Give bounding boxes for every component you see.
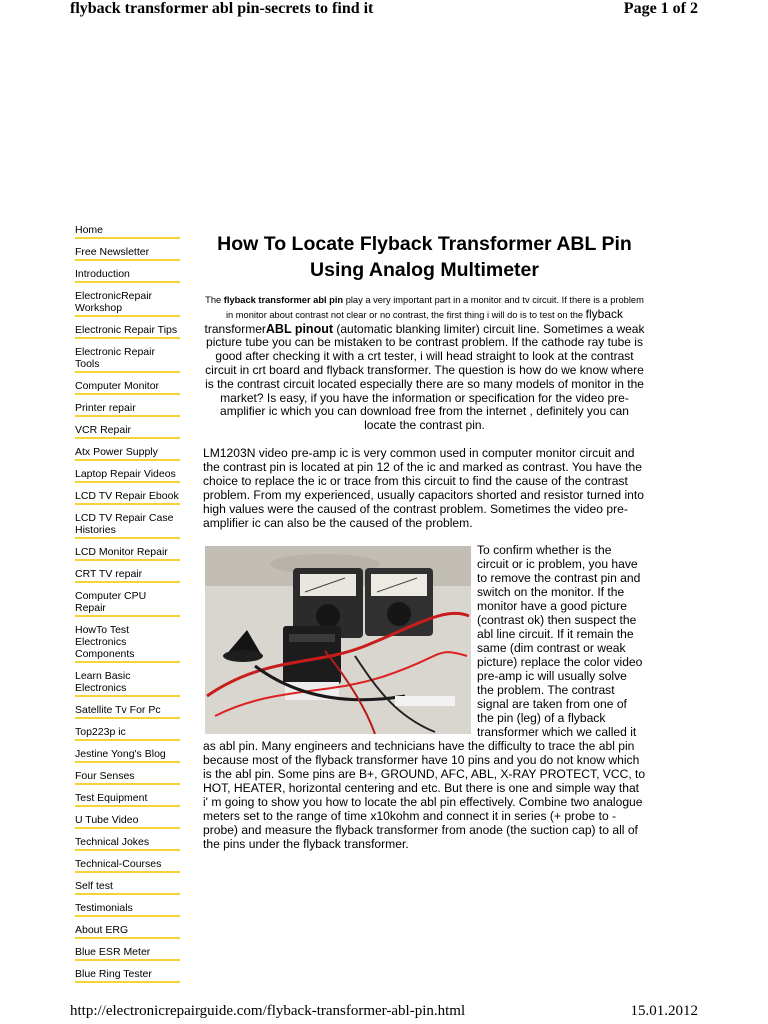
nav-link[interactable]: LCD TV Repair Ebook [75, 490, 180, 505]
sidebar-nav [75, 224, 180, 990]
page-header [0, 0, 768, 24]
intro-text: flyback transformer [204, 306, 624, 336]
nav-link[interactable]: Technical-Courses [75, 858, 180, 873]
nav-link[interactable]: Blue Ring Tester [75, 968, 180, 983]
nav-link[interactable]: LCD Monitor Repair [75, 546, 180, 561]
nav-link[interactable]: Electronic Repair Tools [75, 346, 180, 373]
nav-link[interactable]: ElectronicRepair Workshop [75, 290, 180, 317]
nav-link[interactable]: Learn Basic Electronics [75, 670, 180, 697]
nav-link[interactable]: U Tube Video [75, 814, 180, 829]
source-url: http://electronicrepairguide.com/flyback-transformer-abl-pin.html [70, 1003, 466, 1019]
nav-link[interactable]: Technical Jokes [75, 836, 180, 851]
nav-link[interactable]: Testimonials [75, 902, 180, 917]
nav-link[interactable]: Introduction [75, 268, 180, 283]
nav-link[interactable]: Computer Monitor [75, 380, 180, 395]
intro-keyword: ABL pinout [265, 321, 334, 336]
article [203, 232, 646, 851]
nav-link[interactable]: Jestine Yong's Blog [75, 748, 180, 763]
print-date: 15.01.2012 [630, 1003, 698, 1019]
nav-link[interactable]: Computer CPU Repair [75, 590, 180, 617]
nav-link[interactable]: LCD TV Repair Case Histories [75, 512, 180, 539]
nav-link[interactable]: Top223p ic [75, 726, 180, 741]
page-indicator: Page 1 of 2 [623, 0, 698, 17]
nav-link[interactable]: Self test [75, 880, 180, 895]
intro-paragraph [203, 293, 646, 433]
article-title: How To Locate Flyback Transformer ABL Pin Using Analog Multimeter [217, 233, 632, 281]
nav-link[interactable]: Electronic Repair Tips [75, 324, 180, 339]
intro-text: play a very important part in a monitor and tv circuit. If there is a problem in monitor about contrast not clear or no contrast, the first thing i will do is to test on the [225, 295, 644, 320]
paragraph-with-photo [203, 543, 646, 851]
nav-link[interactable]: Atx Power Supply [75, 446, 180, 461]
paragraph-text: To confirm whether is the circuit or ic problem, you have to remove the contrast pin and switch on the monitor. If the monitor have a good picture (contrast ok) then suspect the abl line circuit. If it remain the same (dim contrast or weak picture) replace the color video pre-amp ic will usually solve the problem. The contrast signal are taken from one of the pin (leg) of a flyback transformer which we called it as abl pin. Many engineers and technicians have the difficulty to trace the abl pin because most of the flyback transformer have 10 pins and you do not know which is the abl pin. Some pins are B+, GROUND, AFC, ABL, X-RAY PROTECT, VCC, to HOT, HEATER, horizontal centering and etc. But there is one and simple way that i' m going to show you how to locate the abl pin effectively. Combine two analogue meters set to the range of time x10kohm and connect it in series (+ probe to - probe) and measure the flyback transformer from anode (the suction cap) to all of the pins under the flyback transformer. [203, 542, 646, 851]
nav-link[interactable]: Laptop Repair Videos [75, 468, 180, 483]
nav-link[interactable]: Printer repair [75, 402, 180, 417]
nav-link[interactable]: CRT TV repair [75, 568, 180, 583]
intro-text: The [205, 295, 224, 305]
multimeter-photo [205, 546, 471, 734]
nav-link[interactable]: Home [75, 224, 180, 239]
nav-link[interactable]: About ERG [75, 924, 180, 939]
nav-link[interactable]: Satellite Tv For Pc [75, 704, 180, 719]
paragraph: LM1203N video pre-amp ic is very common used in computer monitor circuit and the contrast pin is located at pin 12 of the ic and marked as contrast. You have the choice to replace the ic or trace from this circuit to find the cause of the contrast problem. From my experienced, usually capacitors shorted and resistor turned into high values were the caused of the contrast problem. Sometimes the video pre-amplifier ic can also be the caused of the problem. [203, 445, 644, 530]
nav-link[interactable]: HowTo Test Electronics Components [75, 624, 180, 663]
nav-link[interactable]: Free Newsletter [75, 246, 180, 261]
page-footer [0, 1003, 768, 1023]
nav-link[interactable]: Four Senses [75, 770, 180, 785]
page-title: flyback transformer abl pin-secrets to find it [70, 0, 374, 17]
nav-link[interactable]: Blue ESR Meter [75, 946, 180, 961]
nav-link[interactable]: Test Equipment [75, 792, 180, 807]
intro-keyword: flyback transformer abl pin [223, 295, 344, 305]
nav-link[interactable]: VCR Repair [75, 424, 180, 439]
intro-text: (automatic blanking limiter) circuit line. Sometimes a weak picture tube you can be mistaken to be contrast problem. If the cathode ray tube is good after checking it with a crt tester, i will head straight to look at the contrast circuit in crt board and flyback transformer. The question is how do we know where is the contrast circuit located especially there are so many models of monitor in the market? Is easy, if you have the information or specification for the video pre-amplifier ic which you can download free from the internet , definitely you can locate the contrast pin. [205, 321, 645, 433]
